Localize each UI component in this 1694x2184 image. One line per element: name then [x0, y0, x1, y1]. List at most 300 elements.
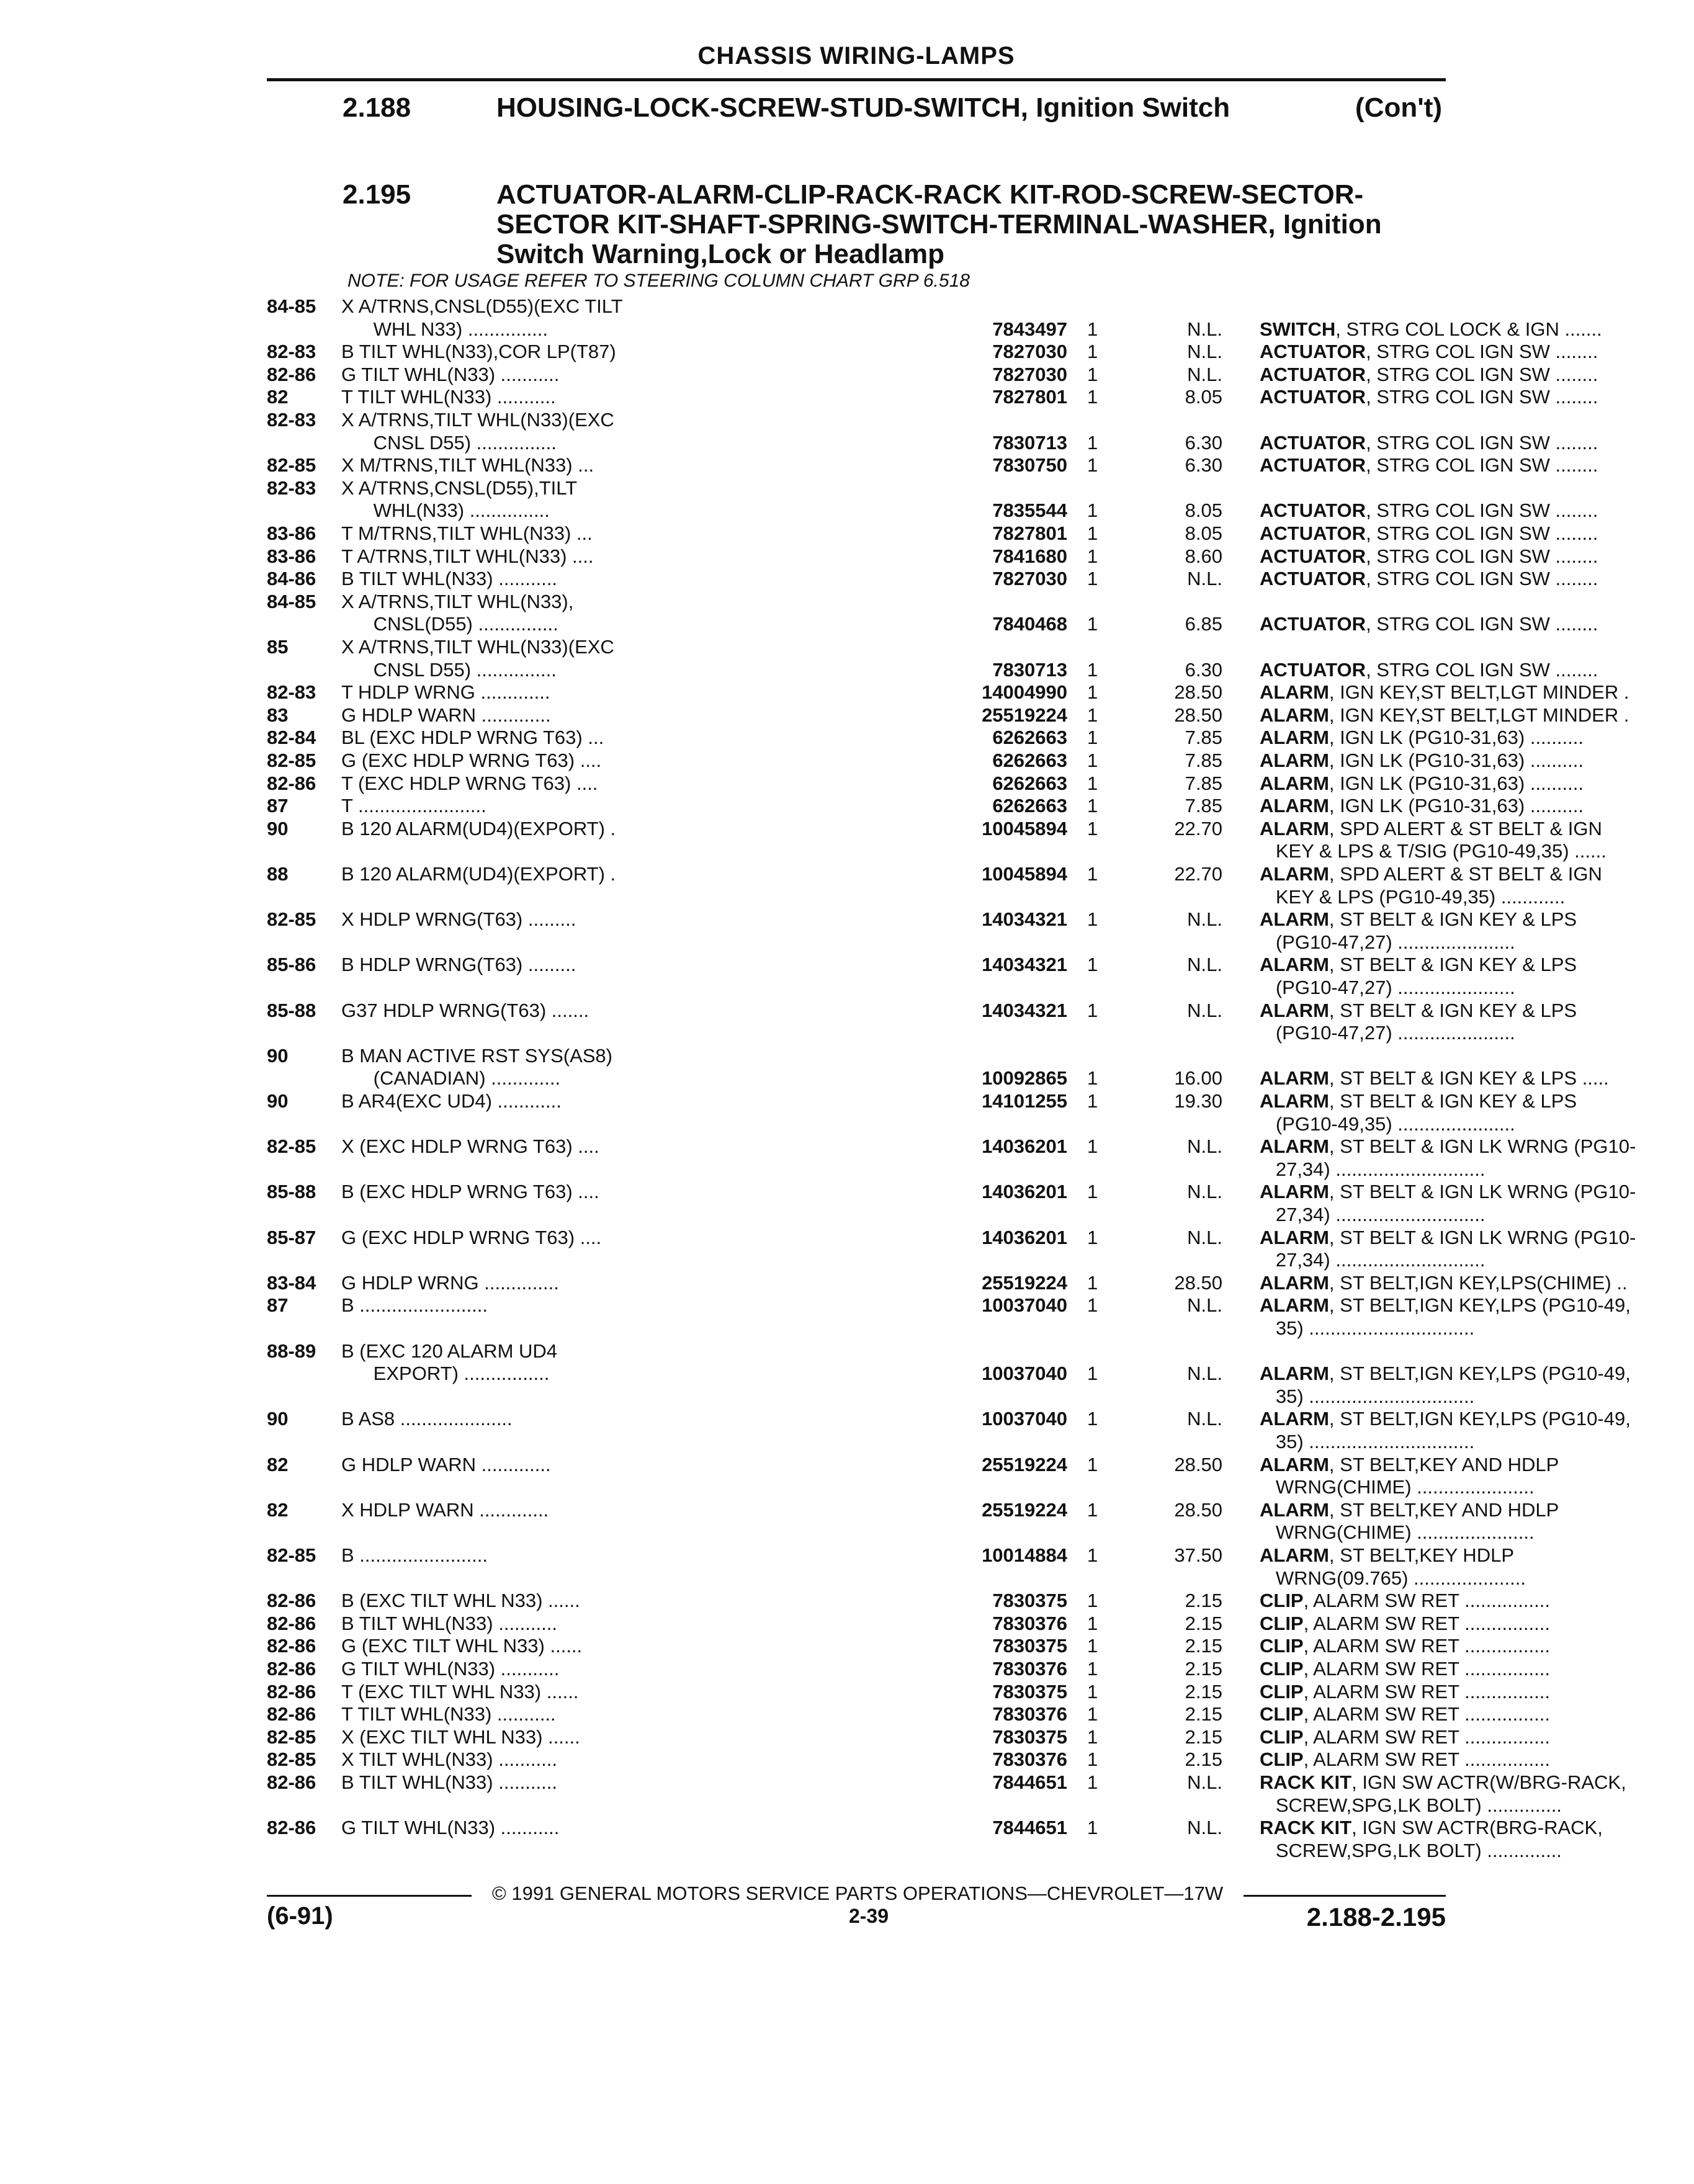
year-range: 82 — [267, 1498, 289, 1521]
table-row — [267, 1748, 1550, 1771]
part-name — [1260, 772, 1694, 795]
table-row — [267, 1612, 1550, 1635]
quantity: 1 — [1087, 613, 1098, 635]
year-range: 82-83 — [267, 341, 316, 363]
table-row — [267, 409, 1446, 431]
year-range: 85 — [267, 636, 289, 658]
part-name-bold: RACK KIT — [1260, 1817, 1352, 1839]
description: G HDLP WRNG .............. — [341, 1271, 559, 1294]
part-number: 14034321 — [982, 954, 1067, 976]
description: T TILT WHL(N33) ........... — [341, 1703, 556, 1725]
part-number: 7830750 — [992, 454, 1067, 477]
table-row — [267, 1158, 1486, 1181]
part-name-detail: , SPD ALERT & ST BELT & IGN — [1329, 817, 1602, 839]
part-name-bold: ACTUATOR — [1260, 522, 1366, 544]
price: 28.50 — [1174, 1453, 1222, 1475]
part-name — [1260, 545, 1694, 568]
table-row — [267, 1590, 1550, 1612]
part-name-detail: 27,34) ............................ — [1260, 1249, 1486, 1271]
year-range: 82-86 — [267, 1590, 316, 1612]
description: (CANADIAN) ............. — [341, 1067, 561, 1090]
part-name — [1260, 1249, 1694, 1271]
description: B TILT WHL(N33) ........... — [341, 1612, 557, 1634]
part-name-detail: , IGN LK (PG10-31,63) .......... — [1329, 727, 1584, 749]
part-name-detail: , ST BELT,KEY AND HDLP — [1329, 1498, 1559, 1521]
part-number: 10045894 — [982, 817, 1067, 839]
table-row — [267, 1022, 1515, 1044]
part-name — [1260, 954, 1694, 976]
part-name — [1260, 1681, 1694, 1703]
part-name-bold: ALARM — [1260, 1181, 1329, 1203]
table-row — [267, 1067, 1609, 1090]
usage-note: NOTE: FOR USAGE REFER TO STEERING COLUMN CHART GRP 6.518 — [347, 271, 970, 291]
quantity: 1 — [1087, 1226, 1098, 1248]
table-row — [267, 341, 1598, 363]
part-number: 7830375 — [992, 1635, 1067, 1657]
part-name-detail: , ST BELT & IGN LK WRNG (PG10- — [1329, 1226, 1636, 1248]
table-row — [267, 1112, 1515, 1135]
table-row — [267, 1817, 1603, 1839]
description: T ........................ — [341, 795, 486, 817]
quantity: 1 — [1087, 658, 1098, 681]
description: G (EXC HDLP WRNG T63) .... — [341, 750, 602, 771]
part-name-detail: , ALARM SW RET ................ — [1303, 1658, 1550, 1680]
table-row — [267, 999, 1577, 1022]
year-range: 87 — [267, 1294, 289, 1317]
year-range: 82-86 — [267, 1771, 316, 1793]
description: G HDLP WARN ............. — [341, 1453, 551, 1475]
description: B TILT WHL(N33),COR LP(T87) — [341, 341, 616, 363]
description: B HDLP WRNG(T63) ......... — [341, 954, 576, 976]
table-row — [267, 1498, 1559, 1521]
part-name-bold: ACTUATOR — [1260, 341, 1366, 363]
table-row — [267, 1839, 1562, 1862]
price: 2.15 — [1185, 1725, 1222, 1748]
part-name — [1260, 568, 1694, 590]
table-row — [267, 1226, 1636, 1249]
quantity: 1 — [1087, 954, 1098, 976]
quantity: 1 — [1087, 454, 1098, 477]
part-name-bold: ACTUATOR — [1260, 658, 1366, 681]
part-name-bold: ACTUATOR — [1260, 545, 1366, 567]
part-name-detail: SCREW,SPG,LK BOLT) .............. — [1260, 1839, 1562, 1861]
part-name-bold: ALARM — [1260, 1135, 1329, 1158]
description: WHL N33) ............... — [341, 318, 549, 340]
quantity: 1 — [1087, 363, 1098, 385]
price: 7.85 — [1185, 795, 1222, 817]
section-number: 2.188 — [343, 92, 411, 123]
table-row — [267, 591, 1446, 613]
part-name-detail: , IGN KEY,ST BELT,LGT MINDER . — [1329, 681, 1629, 704]
part-name — [1260, 1521, 1694, 1544]
year-range: 84-86 — [267, 568, 316, 590]
part-number: 25519224 — [982, 1453, 1067, 1475]
quantity: 1 — [1087, 341, 1098, 363]
part-number: 10092865 — [982, 1067, 1067, 1090]
page-header: CHASSIS WIRING-LAMPS — [697, 42, 1015, 69]
part-number: 7830375 — [992, 1590, 1067, 1612]
part-name-detail: , STRG COL IGN SW ........ — [1366, 658, 1598, 681]
table-row — [267, 908, 1577, 931]
part-name-bold: ALARM — [1260, 1090, 1329, 1112]
price: 8.60 — [1185, 545, 1222, 567]
part-name-detail: , ALARM SW RET ................ — [1303, 1748, 1550, 1771]
part-name-bold: CLIP — [1260, 1590, 1304, 1612]
description: B (EXC TILT WHL N33) ...... — [341, 1590, 580, 1612]
part-number: 6262663 — [992, 727, 1067, 749]
quantity: 1 — [1087, 386, 1098, 408]
part-number: 7843497 — [992, 318, 1067, 340]
table-row — [267, 499, 1598, 522]
part-name-detail: , ALARM SW RET ................ — [1303, 1590, 1550, 1612]
part-name — [1260, 840, 1694, 862]
table-row — [267, 885, 1566, 908]
part-name — [1260, 1454, 1694, 1476]
part-name-detail: , STRG COL LOCK & IGN ....... — [1335, 318, 1602, 340]
year-range: 82-84 — [267, 727, 316, 749]
part-number: 14036201 — [982, 1135, 1067, 1158]
year-range: 82-86 — [267, 1703, 316, 1725]
part-name — [1260, 1567, 1694, 1590]
description: G TILT WHL(N33) ........... — [341, 1658, 560, 1680]
part-name — [1260, 863, 1694, 885]
part-number: 7827030 — [992, 341, 1067, 363]
part-name-detail: , ALARM SW RET ................ — [1303, 1612, 1550, 1634]
part-number: 7830713 — [992, 658, 1067, 681]
part-name-detail: , STRG COL IGN SW ........ — [1366, 431, 1598, 454]
part-name — [1260, 1431, 1694, 1453]
description: B 120 ALARM(UD4)(EXPORT) . — [341, 817, 616, 839]
quantity: 1 — [1087, 1612, 1098, 1634]
table-row — [267, 386, 1598, 408]
quantity: 1 — [1087, 1271, 1098, 1294]
table-row — [267, 522, 1598, 545]
table-row — [267, 977, 1515, 999]
table-row — [267, 1544, 1514, 1567]
table-row — [267, 1703, 1550, 1725]
part-name-detail: (PG10-49,35) ...................... — [1260, 1112, 1515, 1135]
description: X A/TRNS,CNSL(D55),TILT — [341, 477, 578, 499]
part-name-detail: , STRG COL IGN SW ........ — [1366, 499, 1598, 522]
section-title: HOUSING-LOCK-SCREW-STUD-SWITCH, Ignition Switch — [496, 92, 1230, 123]
quantity: 1 — [1087, 817, 1098, 839]
description: B AS8 ..................... — [341, 1408, 513, 1430]
quantity: 1 — [1087, 1544, 1098, 1566]
quantity: 1 — [1087, 568, 1098, 590]
part-name — [1260, 1476, 1694, 1498]
price: N.L. — [1187, 999, 1222, 1021]
year-range: 82-86 — [267, 363, 316, 385]
part-number: 7844651 — [992, 1771, 1067, 1793]
part-name — [1260, 386, 1694, 408]
table-row — [267, 1658, 1550, 1680]
part-number: 25519224 — [982, 1498, 1067, 1521]
part-name — [1260, 1294, 1694, 1317]
part-name-bold: ALARM — [1260, 772, 1329, 794]
quantity: 1 — [1087, 1090, 1098, 1112]
part-name-detail: , STRG COL IGN SW ........ — [1366, 568, 1598, 590]
description: T (EXC HDLP WRNG T63) .... — [341, 772, 598, 794]
part-name — [1260, 908, 1694, 931]
price: N.L. — [1187, 568, 1222, 590]
part-name-bold: ACTUATOR — [1260, 454, 1366, 477]
description: WHL(N33) ............... — [341, 499, 550, 522]
quantity: 1 — [1087, 1363, 1098, 1385]
part-number: 25519224 — [982, 704, 1067, 726]
part-name — [1260, 1771, 1694, 1794]
table-row — [267, 1431, 1475, 1453]
quantity: 1 — [1087, 1748, 1098, 1771]
part-name-bold: CLIP — [1260, 1612, 1304, 1634]
part-number: 25519224 — [982, 1271, 1067, 1294]
part-name-detail: , IGN LK (PG10-31,63) .......... — [1329, 772, 1584, 794]
price: N.L. — [1187, 1363, 1222, 1385]
price: N.L. — [1187, 341, 1222, 363]
part-name — [1260, 454, 1694, 477]
part-name — [1260, 1272, 1694, 1294]
description: B ........................ — [341, 1544, 488, 1566]
part-name-bold: CLIP — [1260, 1635, 1304, 1657]
price: N.L. — [1187, 1408, 1222, 1430]
part-name — [1260, 1840, 1694, 1862]
year-range: 88 — [267, 863, 289, 885]
year-range: 82-85 — [267, 454, 316, 477]
price: 28.50 — [1174, 1498, 1222, 1521]
part-name-detail: , ST BELT,KEY HDLP — [1329, 1544, 1514, 1566]
price: 8.05 — [1185, 522, 1222, 544]
table-row — [267, 704, 1629, 727]
part-name — [1260, 931, 1694, 954]
table-row — [267, 795, 1584, 817]
description: B MAN ACTIVE RST SYS(AS8) — [341, 1044, 612, 1067]
footer-copyright: © 1991 GENERAL MOTORS SERVICE PARTS OPERATIONS—CHEVROLET—17W — [491, 1882, 1224, 1904]
year-range: 82-85 — [267, 908, 316, 931]
description: T TILT WHL(N33) ........... — [341, 386, 556, 408]
part-name-bold: ALARM — [1260, 999, 1329, 1021]
price: 7.85 — [1185, 750, 1222, 771]
part-name-detail: SCREW,SPG,LK BOLT) .............. — [1260, 1794, 1562, 1816]
part-name-detail: 27,34) ............................ — [1260, 1158, 1486, 1180]
description: B TILT WHL(N33) ........... — [341, 568, 557, 590]
part-name — [1260, 1658, 1694, 1680]
table-row — [267, 1294, 1631, 1317]
quantity: 1 — [1087, 727, 1098, 749]
table-row — [267, 931, 1515, 954]
part-name-bold: ACTUATOR — [1260, 568, 1366, 590]
year-range: 82-86 — [267, 772, 316, 794]
part-number: 7835544 — [992, 499, 1067, 522]
part-name-detail: , STRG COL IGN SW ........ — [1366, 386, 1598, 408]
part-name-bold: ALARM — [1260, 817, 1329, 839]
table-row — [267, 363, 1598, 386]
year-range: 82-85 — [267, 1748, 316, 1771]
description: X A/TRNS,TILT WHL(N33)(EXC — [341, 636, 614, 658]
table-row — [267, 1635, 1550, 1657]
part-number: 7827801 — [992, 522, 1067, 544]
price: 2.15 — [1185, 1748, 1222, 1771]
table-row — [267, 1204, 1486, 1226]
price: 16.00 — [1174, 1067, 1222, 1090]
section-title: ACTUATOR-ALARM-CLIP-RACK-RACK KIT-ROD-SCREW-SECTOR-SECTOR KIT-SHAFT-SPRING-SWITCH-TERMINAL-WASHER, Ignition Switch Warning,Lock or Headlamp — [496, 179, 1382, 269]
quantity: 1 — [1087, 545, 1098, 567]
part-name-detail: , ST BELT,IGN KEY,LPS (PG10-49, — [1329, 1363, 1631, 1385]
part-number: 10014884 — [982, 1544, 1067, 1566]
part-name-detail: , ALARM SW RET ................ — [1303, 1680, 1550, 1703]
part-name-detail: , ST BELT & IGN LK WRNG (PG10- — [1329, 1181, 1636, 1203]
part-number: 14034321 — [982, 999, 1067, 1021]
table-row — [267, 1771, 1626, 1794]
description: BL (EXC HDLP WRNG T63) ... — [341, 727, 604, 749]
part-name-bold: ALARM — [1260, 795, 1329, 817]
footer-page-number: 2-39 — [848, 1905, 889, 1927]
footer-date: (6-91) — [267, 1902, 333, 1930]
table-row — [267, 1249, 1486, 1271]
quantity: 1 — [1087, 1498, 1098, 1521]
year-range: 82-86 — [267, 1817, 316, 1839]
year-range: 85-88 — [267, 1181, 316, 1203]
description: G HDLP WARN ............. — [341, 704, 551, 726]
part-name-detail: , ST BELT & IGN KEY & LPS — [1329, 1090, 1577, 1112]
part-number: 14004990 — [982, 681, 1067, 704]
price: 2.15 — [1185, 1612, 1222, 1634]
table-row — [267, 1521, 1535, 1544]
part-name — [1260, 659, 1694, 681]
price: 22.70 — [1174, 817, 1222, 839]
price: N.L. — [1187, 908, 1222, 931]
year-range: 84-85 — [267, 295, 316, 317]
part-name-detail: , SPD ALERT & ST BELT & IGN — [1329, 863, 1602, 885]
part-name-detail: 35) ............................... — [1260, 1385, 1475, 1407]
part-name — [1260, 364, 1694, 386]
part-name — [1260, 1317, 1694, 1340]
part-name-bold: ALARM — [1260, 1498, 1329, 1521]
price: 28.50 — [1174, 704, 1222, 726]
quantity: 1 — [1087, 999, 1098, 1021]
part-name-bold: CLIP — [1260, 1658, 1304, 1680]
table-row — [267, 545, 1598, 568]
quantity: 1 — [1087, 908, 1098, 931]
part-name-bold: ACTUATOR — [1260, 431, 1366, 454]
year-range: 88-89 — [267, 1340, 316, 1362]
part-name — [1260, 1499, 1694, 1521]
description: G TILT WHL(N33) ........... — [341, 363, 560, 385]
part-name — [1260, 1204, 1694, 1226]
part-name — [1260, 1090, 1694, 1112]
quantity: 1 — [1087, 1635, 1098, 1657]
description: G TILT WHL(N33) ........... — [341, 1817, 560, 1839]
year-range: 82-83 — [267, 477, 316, 499]
part-name-detail: , ST BELT & IGN KEY & LPS — [1329, 999, 1577, 1021]
quantity: 1 — [1087, 1817, 1098, 1839]
table-row — [267, 1090, 1577, 1112]
footer-range: 2.188-2.195 — [1306, 1902, 1446, 1931]
part-name-bold: CLIP — [1260, 1703, 1304, 1725]
part-name-bold: CLIP — [1260, 1680, 1304, 1703]
part-name-detail: , IGN KEY,ST BELT,LGT MINDER . — [1329, 704, 1629, 726]
year-range: 82-85 — [267, 1725, 316, 1748]
part-name-bold: ACTUATOR — [1260, 499, 1366, 522]
quantity: 1 — [1087, 1725, 1098, 1748]
year-range: 82 — [267, 386, 289, 408]
table-row — [267, 477, 1446, 499]
description: CNSL D55) ............... — [341, 658, 557, 681]
part-name-detail: 35) ............................... — [1260, 1317, 1475, 1339]
table-row — [267, 318, 1602, 341]
part-name-bold: ALARM — [1260, 863, 1329, 885]
table-row — [267, 1680, 1550, 1703]
year-range: 90 — [267, 1408, 289, 1430]
part-name — [1260, 1363, 1694, 1385]
part-number: 10037040 — [982, 1408, 1067, 1430]
part-name — [1260, 1590, 1694, 1612]
description: T (EXC TILT WHL N33) ...... — [341, 1680, 579, 1703]
table-row — [267, 1135, 1636, 1158]
year-range: 82 — [267, 1453, 289, 1475]
price: 2.15 — [1185, 1635, 1222, 1657]
part-name-bold: ALARM — [1260, 1408, 1329, 1430]
year-range: 82-85 — [267, 1544, 316, 1566]
part-name — [1260, 750, 1694, 772]
description: B (EXC HDLP WRNG T63) .... — [341, 1181, 599, 1203]
part-name — [1260, 522, 1694, 545]
part-name-bold: ALARM — [1260, 1453, 1329, 1475]
quantity: 1 — [1087, 750, 1098, 771]
part-number: 7830376 — [992, 1658, 1067, 1680]
part-name — [1260, 1135, 1694, 1158]
price: 28.50 — [1174, 681, 1222, 704]
part-name-detail: (PG10-47,27) ...................... — [1260, 1022, 1515, 1044]
year-range: 90 — [267, 1090, 289, 1112]
description: X A/TRNS,TILT WHL(N33)(EXC — [341, 409, 614, 431]
table-row — [267, 681, 1629, 704]
year-range: 83-84 — [267, 1271, 316, 1294]
part-number: 6262663 — [992, 772, 1067, 794]
part-name — [1260, 886, 1694, 908]
part-name-bold: ACTUATOR — [1260, 613, 1366, 635]
part-number: 7830713 — [992, 431, 1067, 454]
price: 6.85 — [1185, 613, 1222, 635]
part-name — [1260, 1022, 1694, 1044]
part-name-detail: , STRG COL IGN SW ........ — [1366, 454, 1598, 477]
year-range: 90 — [267, 817, 289, 839]
part-name — [1260, 1794, 1694, 1817]
part-name-bold: ALARM — [1260, 704, 1329, 726]
part-name — [1260, 318, 1694, 341]
part-name — [1260, 1067, 1694, 1090]
part-number: 14036201 — [982, 1226, 1067, 1248]
part-number: 7844651 — [992, 1817, 1067, 1839]
part-name-detail: , IGN LK (PG10-31,63) .......... — [1329, 795, 1584, 817]
part-name-bold: ALARM — [1260, 1363, 1329, 1385]
part-name — [1260, 432, 1694, 454]
part-name-detail: WRNG(09.765) ..................... — [1260, 1567, 1526, 1589]
footer-rule-left — [267, 1895, 472, 1897]
part-name-detail: , IGN SW ACTR(BRG-RACK, — [1351, 1817, 1603, 1839]
year-range: 87 — [267, 795, 289, 817]
table-row — [267, 636, 1446, 658]
part-name — [1260, 1408, 1694, 1430]
quantity: 1 — [1087, 1453, 1098, 1475]
part-name-bold: ALARM — [1260, 1294, 1329, 1317]
footer-rule-right — [1244, 1895, 1446, 1897]
part-number: 7830376 — [992, 1612, 1067, 1634]
price: N.L. — [1187, 1135, 1222, 1158]
part-name — [1260, 977, 1694, 999]
part-number: 6262663 — [992, 750, 1067, 771]
part-name-detail: , ALARM SW RET ................ — [1303, 1725, 1550, 1748]
part-name — [1260, 1000, 1694, 1022]
part-name-bold: SWITCH — [1260, 318, 1336, 340]
